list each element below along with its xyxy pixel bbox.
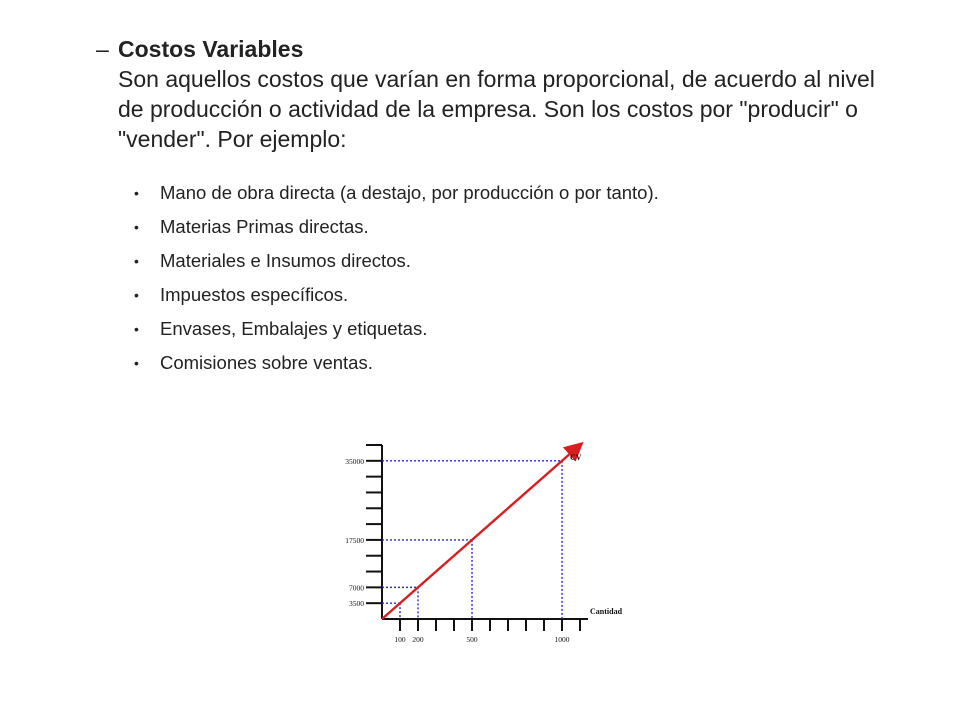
variable-cost-chart [340,433,623,647]
list-item [134,210,874,244]
list-item [134,176,874,210]
list-item [134,312,874,346]
chart-svg [340,433,623,647]
x-tick-label: 1000 [554,635,570,644]
list-item-text: Materias Primas directas. [160,216,369,237]
y-tick-label: 7000 [349,583,364,593]
list-item [134,244,874,278]
section-heading: Costos Variables [118,36,304,62]
bullet-icon: • [134,219,139,235]
list-item-text: Envases, Embalajes y etiquetas. [160,318,428,339]
y-tick-label: 17500 [345,535,364,545]
x-axis-label: Cantidad [590,607,623,616]
y-tick-label: 3500 [349,599,364,609]
x-tick-label: 100 [394,635,406,644]
examples-list [134,176,874,380]
bullet-icon: • [134,185,139,201]
main-point-body [118,34,878,154]
x-tick-label: 500 [466,635,478,644]
list-item-text: Mano de obra directa (a destajo, por producción o por tanto). [160,182,659,203]
series-label-cv: CV [570,452,582,462]
bullet-icon: • [134,355,139,371]
bullet-icon: • [134,287,139,303]
series-line-cv [382,445,580,619]
list-item-text: Materiales e Insumos directos. [160,250,411,271]
definition-paragraph: Son aquellos costos que varían en forma proporcional, de acuerdo al nivel de producción o actividad de la empresa. Son los costos por "producir" o "vender". Por ejemplo: [118,66,875,152]
x-tick-label: 200 [412,635,424,644]
list-item-text: Impuestos específicos. [160,284,349,305]
y-tick-label: 35000 [345,456,364,466]
bullet-icon: • [134,321,139,337]
bullet-icon: • [134,253,139,269]
list-item-text: Comisiones sobre ventas. [160,352,373,373]
list-item [134,346,874,380]
list-item [134,278,874,312]
dash-marker: – [96,36,109,62]
